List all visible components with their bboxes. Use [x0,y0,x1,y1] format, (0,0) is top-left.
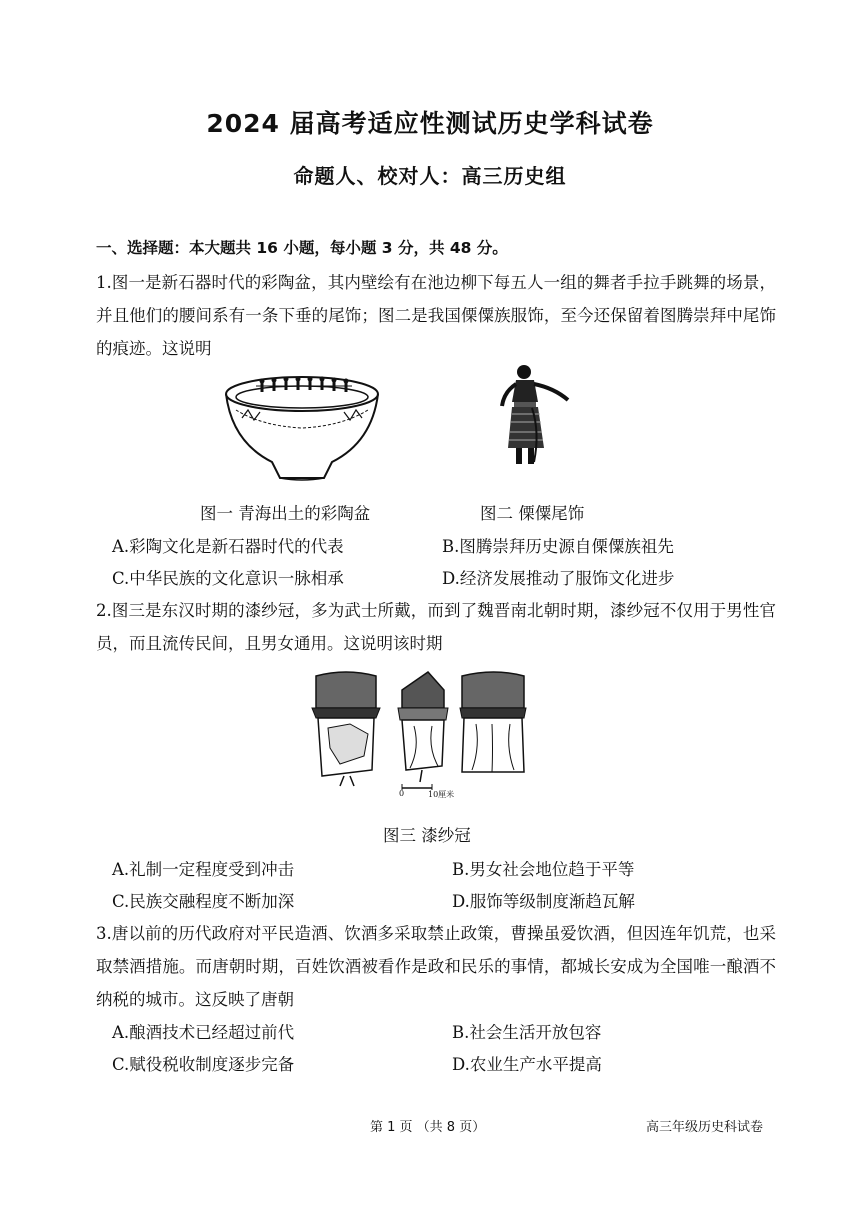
exam-subtitle: 命题人、校对人：高三历史组 [293,164,567,188]
figure-1-caption: 图一 青海出土的彩陶盆 [200,504,371,523]
question-3-option-a: A.酿酒技术已经超过前代 [112,1023,295,1042]
question-1-option-a: A.彩陶文化是新石器时代的代表 [112,537,344,556]
painted-pottery-basin-figure [222,370,382,488]
question-3-option-d: D.农业生产水平提高 [452,1055,602,1074]
question-1-option-b: B.图腾崇拜历史源自傈僳族祖先 [442,537,674,556]
lisu-tail-costume-figure [488,362,578,470]
question-1-stem: 1.图一是新石器时代的彩陶盆，其内壁绘有在池边柳下每五人一组的舞者手拉手跳舞的场景，并且他们的腰间系有一条下垂的尾饰；图二是我国傈僳族服饰，至今还保留着图腾崇拜中尾饰的痕迹。这说明 [96,273,776,358]
question-3-stem: 3.唐以前的历代政府对平民造酒、饮酒多采取禁止政策，曹操虽爱饮酒，但因连年饥荒，也采取禁酒措施。而唐朝时期，百姓饮酒被看作是政和民乐的事情，都城长安成为全国唯一酿酒不纳税的城市。这反映了唐朝 [96,924,776,1009]
question-3-option-c: C.赋役税收制度逐步完备 [112,1055,295,1074]
figure-2-caption: 图二 傈僳尾饰 [480,504,585,523]
question-3-option-b: B.社会生活开放包容 [452,1023,602,1042]
question-2-option-c: C.民族交融程度不断加深 [112,892,295,911]
question-2-option-d: D.服饰等级制度渐趋瓦解 [452,892,635,911]
scale-label-zero: 0 [399,789,405,798]
question-1-option-d: D.经济发展推动了服饰文化进步 [442,569,675,588]
question-2-stem: 2.图三是东汉时期的漆纱冠，多为武士所戴，而到了魏晋南北朝时期，漆纱冠不仅用于男性官员，而且流传民间，且男女通用。这说明该时期 [96,601,776,653]
figure-3-caption: 图三 漆纱冠 [383,826,471,845]
scale-label-10cm: 10厘米 [428,790,455,799]
question-2-option-b: B.男女社会地位趋于平等 [452,860,635,879]
exam-title: 2024 届高考适应性测试历史学科试卷 [206,109,654,138]
question-2-option-a: A.礼制一定程度受到冲击 [112,860,295,879]
lacquered-gauze-cap-figure [310,668,538,796]
page-number: 第 1 页 （共 8 页） [370,1120,486,1135]
footer-exam-name: 高三年级历史科试卷 [646,1120,764,1135]
question-1-option-c: C.中华民族的文化意识一脉相承 [112,569,344,588]
section-heading: 一、选择题：本大题共 16 小题，每小题 3 分，共 48 分。 [96,239,508,257]
